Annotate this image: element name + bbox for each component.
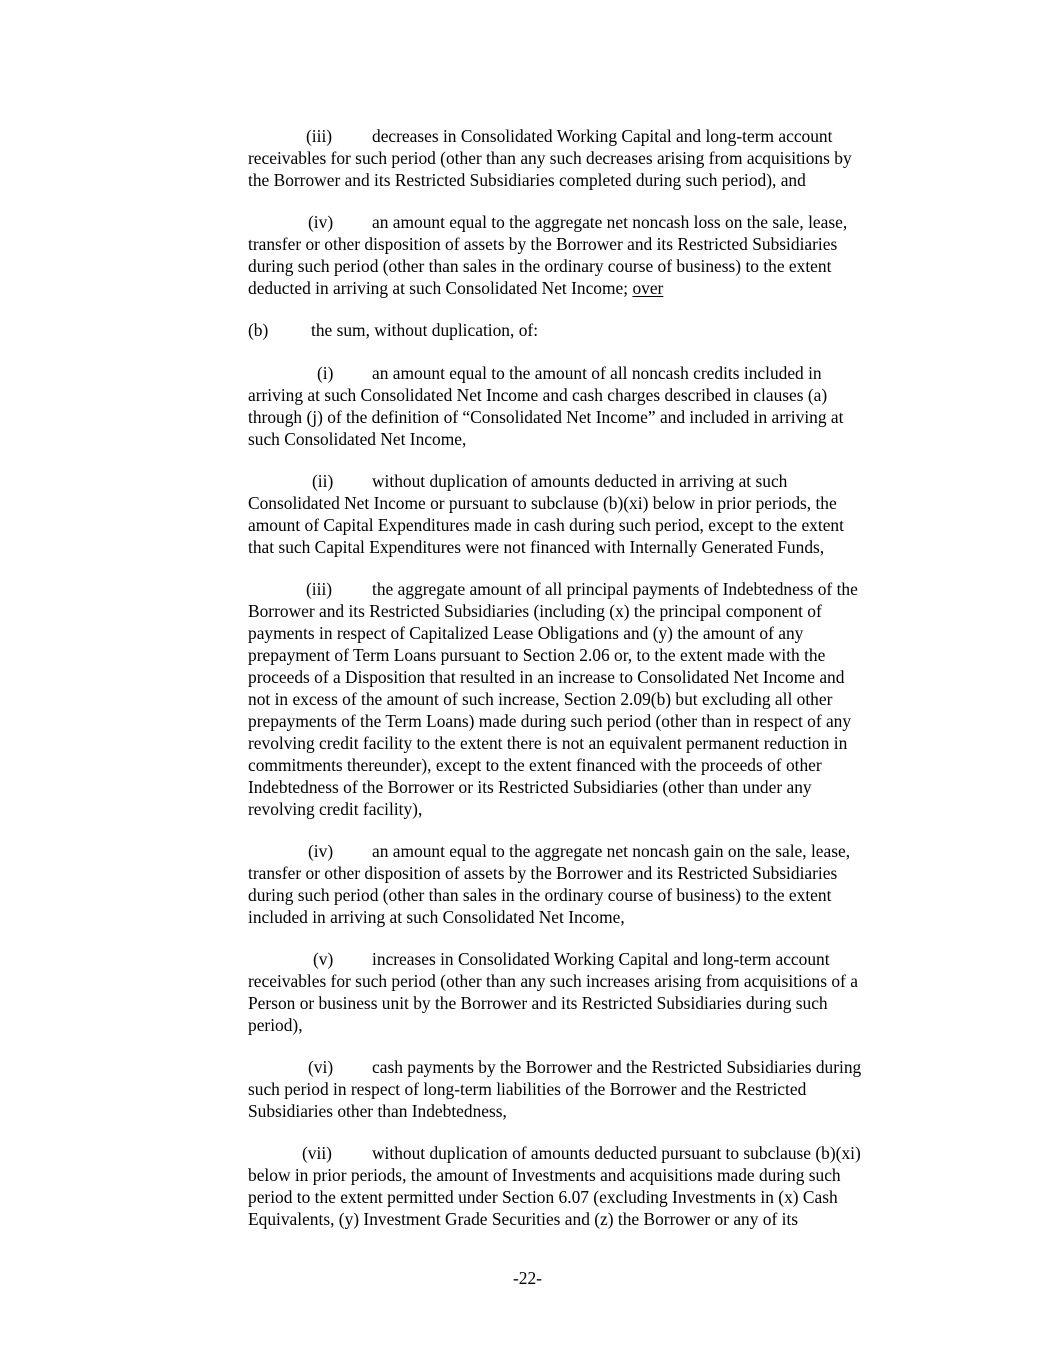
clause-text: without duplication of amounts deducted in arriving at such (372, 471, 788, 491)
clause-text: an amount equal to the aggregate net noncash gain on the sale, lease, (372, 841, 851, 861)
clause-text: receivables for such period (other than any such decreases arising from acquisitions by (248, 148, 852, 168)
clause-label: (iv) (308, 212, 334, 232)
clause-text: cash payments by the Borrower and the Restricted Subsidiaries during (372, 1057, 862, 1077)
clause-label: (ii) (312, 471, 334, 491)
clause-text: period), (248, 1015, 303, 1035)
clause-text: during such period (other than sales in the ordinary course of business) to the extent (248, 256, 832, 276)
clause-text: payments in respect of Capitalized Lease Obligations and (y) the amount of any (248, 623, 804, 643)
clause-label: (vi) (308, 1057, 334, 1077)
clause-text: prepayments of the Term Loans) made during such period (other than in respect of any (248, 711, 852, 731)
clause-text: period to the extent permitted under Section 6.07 (excluding Investments in (x) Cash (248, 1187, 838, 1207)
clause-label: (iv) (308, 841, 334, 861)
clause-text: that such Capital Expenditures were not financed with Internally Generated Funds, (248, 537, 825, 557)
clause-text: amount of Capital Expenditures made in cash during such period, except to the extent (248, 515, 844, 535)
clause-text: such period in respect of long-term liabilities of the Borrower and the Restricted (248, 1079, 807, 1099)
clause-text: revolving credit facility to the extent there is not an equivalent permanent reduction in (248, 733, 848, 753)
clause-label: (i) (317, 363, 334, 383)
clause-text: Consolidated Net Income or pursuant to subclause (b)(xi) below in prior periods, the (248, 493, 837, 513)
clause-text: Subsidiaries other than Indebtedness, (248, 1101, 507, 1121)
clause-text: transfer or other disposition of assets by the Borrower and its Restricted Subsidiaries (248, 863, 838, 883)
clause-label: (v) (313, 949, 334, 969)
clause-text: transfer or other disposition of assets by the Borrower and its Restricted Subsidiaries (248, 234, 838, 254)
clause-text: Person or business unit by the Borrower and its Restricted Subsidiaries during such (248, 993, 828, 1013)
clause-text: Borrower and its Restricted Subsidiaries (including (x) the principal component of (248, 601, 822, 621)
clause-text: an amount equal to the aggregate net noncash loss on the sale, lease, (372, 212, 848, 232)
clause-label: (iii) (306, 579, 333, 599)
clause-label: (vii) (302, 1143, 332, 1163)
clause-text: Indebtedness of the Borrower or its Restricted Subsidiaries (other than under any (248, 777, 812, 797)
clause-text: decreases in Consolidated Working Capital and long-term account (372, 126, 833, 146)
clause-text: included in arriving at such Consolidated Net Income, (248, 907, 625, 927)
clause-text: arriving at such Consolidated Net Income and cash charges described in clauses (a) (248, 385, 828, 405)
underlined-over: over (632, 278, 664, 298)
clause-text: not in excess of the amount of such increase, Section 2.09(b) but excluding all other (248, 689, 833, 709)
clause-text: through (j) of the definition of “Consolidated Net Income” and included in arriving at (248, 407, 844, 427)
clause-text: receivables for such period (other than any such increases arising from acquisitions of a (248, 971, 858, 991)
clause-text: prepayment of Term Loans pursuant to Section 2.06 or, to the extent made with the (248, 645, 826, 665)
clause-text: an amount equal to the amount of all noncash credits included in (372, 363, 822, 383)
clause-text: the sum, without duplication, of: (311, 320, 539, 340)
clause-text: Equivalents, (y) Investment Grade Securities and (z) the Borrower or any of its (248, 1209, 799, 1229)
clause-label: (iii) (306, 126, 333, 146)
clause-text: commitments thereunder), except to the extent financed with the proceeds of other (248, 755, 822, 775)
clause-text: proceeds of a Disposition that resulted in an increase to Consolidated Net Income and (248, 667, 845, 687)
clause-text: below in prior periods, the amount of Investments and acquisitions made during such (248, 1165, 841, 1185)
clause-text: the aggregate amount of all principal payments of Indebtedness of the (372, 579, 858, 599)
clause-text: without duplication of amounts deducted pursuant to subclause (b)(xi) (372, 1143, 861, 1163)
clause-text-last-line (248, 277, 663, 299)
page-number: -22- (513, 1268, 542, 1288)
clause-text: the Borrower and its Restricted Subsidiaries completed during such period), and (248, 170, 806, 190)
clause-label: (b) (248, 320, 269, 340)
clause-text: increases in Consolidated Working Capital and long-term account (372, 949, 830, 969)
clause-text: such Consolidated Net Income, (248, 429, 467, 449)
clause-text: revolving credit facility), (248, 799, 423, 819)
clause-text: during such period (other than sales in the ordinary course of business) to the extent (248, 885, 832, 905)
clause-text: deducted in arriving at such Consolidated Net Income; (248, 278, 629, 298)
